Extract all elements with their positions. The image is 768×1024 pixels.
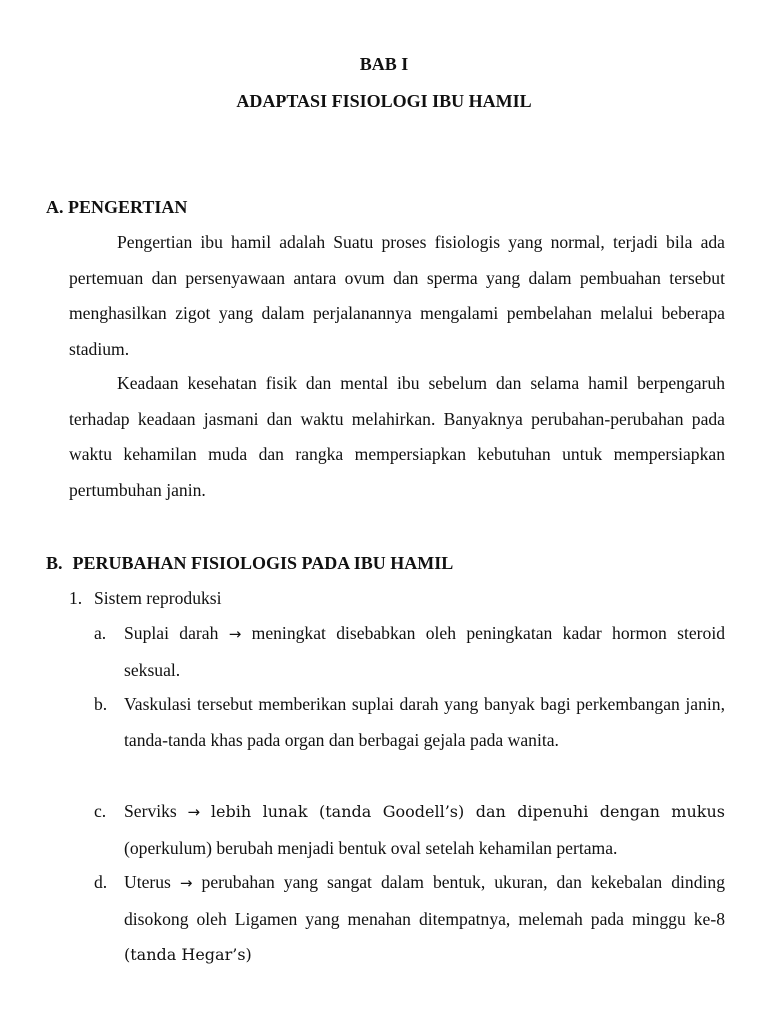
sub-item-cervix — [94, 794, 725, 866]
sub-item-extra: (operkulum) berubah menjadi bentuk oval setelah kehamilan pertama. — [124, 837, 618, 858]
sub-item-blood-supply — [94, 616, 725, 688]
sub-item-extra: (tanda Hegar’s) — [124, 945, 252, 964]
section-a-number: A. — [46, 197, 64, 217]
sub-item-lead: Suplai darah — [124, 623, 219, 643]
list-item-reproductive-system — [69, 587, 222, 609]
section-a-heading — [46, 196, 187, 218]
sub-item-marker: b. — [94, 694, 108, 714]
paragraph-definition: Pengertian ibu hamil adalah Suatu proses fisiologis yang normal, terjadi bila ada pertemuan dan persenyawaan antara ovum dan sperma yang dalam pembuahan tersebut menghasilkan zigot yang dalam perjalanannya mengalami pembelahan melalui beberapa stadium. — [69, 232, 725, 359]
sub-item-text: lebih lunak (tanda Goodell’s) dan dipenuhi dengan mukus — [210, 802, 725, 821]
section-b-title: PERUBAHAN FISIOLOGIS PADA IBU HAMIL — [72, 553, 454, 573]
paragraph-health-condition: Keadaan kesehatan fisik dan mental ibu sebelum dan selama hamil berpengaruh terhadap keadaan jasmani dan waktu melahirkan. Banyaknya perubahan-perubahan pada waktu kehamilan muda dan rangka mempersiapkan kebutuhan untuk mempersiapkan pertumbuhan janin. — [69, 373, 725, 500]
sub-item-vascularization — [94, 687, 725, 758]
sub-item-marker: c. — [94, 801, 107, 821]
sub-item-uterus — [94, 865, 725, 973]
sub-item-marker: d. — [94, 872, 108, 892]
section-b-heading — [46, 552, 453, 574]
sub-item-marker: a. — [94, 623, 107, 643]
sub-item-lead: Uterus — [124, 872, 171, 892]
sub-item-text: meningkat disebabkan oleh peningkatan kadar hormon steroid seksual. — [124, 623, 726, 680]
section-b-number: B. — [46, 553, 63, 573]
arrow-right-icon: → — [187, 803, 201, 821]
list-item-marker: 1. — [69, 588, 83, 608]
list-item-label: Sistem reproduksi — [94, 588, 222, 608]
sub-item-lead: Serviks — [124, 801, 177, 821]
chapter-number: BAB I — [359, 54, 409, 74]
arrow-right-icon: → — [228, 625, 242, 643]
sub-item-text: perubahan yang sangat dalam bentuk, ukuran, dan kekebalan dinding disokong oleh Ligamen yang menahan ditempatnya, melemah pada minggu ke-8 — [124, 872, 725, 929]
section-a-title: PENGERTIAN — [68, 197, 188, 217]
chapter-title: ADAPTASI FISIOLOGI IBU HAMIL — [236, 91, 532, 111]
arrow-right-icon: → — [179, 874, 193, 892]
sub-item-text: Vaskulasi tersebut memberikan suplai darah yang banyak bagi perkembangan janin, tanda-tanda khas pada organ dan berbagai gejala pada wanita. — [124, 694, 725, 750]
